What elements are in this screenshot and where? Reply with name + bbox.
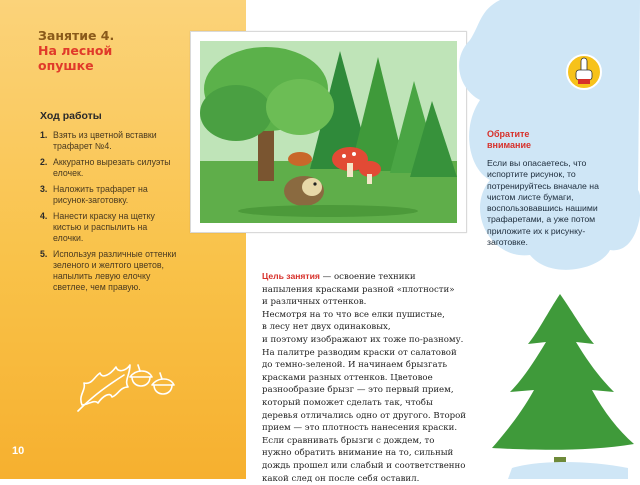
step-number: 5. [40,249,47,260]
lesson-subtitle-line2: опушке [38,58,238,73]
note-line: трафаретами, а уже потом [487,214,595,224]
note-line: приложите их к рисунку- [487,226,585,236]
goal-line: какой след он после себя оставил. [262,473,472,485]
step-text: напылить левую елочку [53,271,150,281]
goal-text: — освоение техники [320,272,416,282]
goal-line: который поможет сделать так, чтобы [262,397,472,410]
goal-line: и поэтому изображают их тоже по-разному. [262,334,472,347]
goal-line: в лесу нет двух одинаковых, [262,321,472,334]
goal-line: напыления красками разной «плотности» [262,284,472,297]
step-number: 1. [40,130,47,141]
goal-line: Если сравнивать брызги с дождем, то [262,435,472,448]
note-line: чистом листе бумаги, [487,192,573,202]
step-text: Аккуратно вырезать силуэты [53,157,171,167]
goal-line: красками разных оттенков. Цветовое [262,372,472,385]
note-text [487,158,615,248]
note-line: испортите рисунок, то [487,169,576,179]
step-text: Используя различные оттенки [53,249,176,259]
step-text: Наложить трафарет на [53,184,148,194]
lesson-number: Занятие 4. [38,28,114,43]
note-line: Если вы опасаетесь, что [487,158,586,168]
note-title-line1: Обратите [487,129,529,139]
work-step-5 [40,249,240,293]
forest-illustration [190,31,467,233]
goal-line: Несмотря на то что все елки пушистые, [262,309,472,322]
goal-line: прием — это плотность нанесения краски. [262,422,472,435]
step-text: Взять из цветной вставки [53,130,157,140]
step-number: 2. [40,157,47,168]
step-number: 4. [40,211,47,222]
step-text: кистью и распылить на [53,222,147,232]
work-heading: Ход работы [40,110,102,122]
step-text: светлее, чем правую. [53,282,141,292]
lesson-subtitle-line1: На лесной [38,43,238,58]
step-text: елочек. [53,168,83,178]
step-text: елочки. [53,233,83,243]
note-line: потренируйтесь вначале на [487,181,599,191]
note-line: воспользовавшись нашими [487,203,598,213]
note-line: заготовке. [487,237,528,247]
goal-line: разнообразие брызг — это первый прием, [262,384,472,397]
goal-line: На палитре разводим краски от салатовой [262,347,472,360]
step-text: зеленого и желтого цветов, [53,260,164,270]
note-title [487,129,557,151]
goal-line: и различных оттенков. [262,296,472,309]
goal-line: нужно обратить внимание на то, сильный [262,447,472,460]
finger-pointing-icon [566,52,602,92]
lesson-goal [262,270,472,485]
step-text: Нанести краску на щетку [53,211,155,221]
step-number: 3. [40,184,47,195]
forest-scene [200,41,457,223]
goal-label: Цель занятия [262,271,320,281]
goal-line: до темно-зеленой. И начинаем брызгать [262,359,472,372]
spruce-stencil-icon [488,292,640,479]
goal-line: деревья отличались одно от другого. Второй [262,410,472,423]
step-text: рисунок-заготовку. [53,195,128,205]
oak-leaf-acorn-icon [72,355,182,417]
step-text: трафарет №4. [53,141,112,151]
note-title-line2: внимание [487,140,531,150]
goal-line: дождь прошел или слабый и соответственно [262,460,472,473]
page-number: 10 [12,445,24,457]
